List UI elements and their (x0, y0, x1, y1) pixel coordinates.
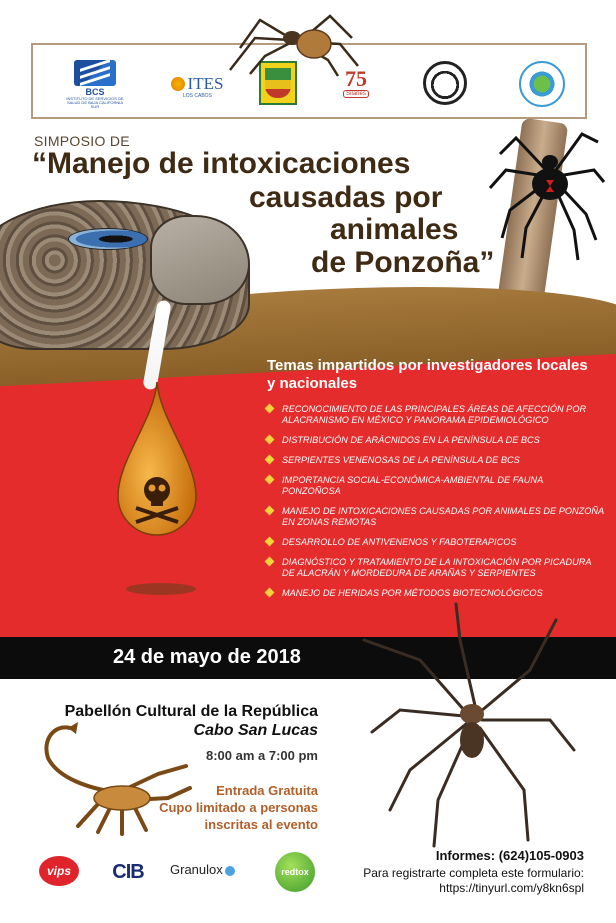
symposium-label: SIMPOSIO DE (34, 133, 130, 149)
diamond-bullet-icon (265, 404, 275, 414)
registration-text: Para registrarte completa este formulario: (363, 866, 584, 880)
topic-text: DIAGNÓSTICO Y TRATAMIENTO DE LA INTOXICACIÓN POR PICADURA DE ALACRÁN Y MORDEDURA DE ARAÑAS Y SERPIENTES (282, 557, 592, 578)
topic-item (264, 455, 604, 466)
topic-item (264, 506, 604, 528)
diamond-bullet-icon (265, 537, 275, 547)
topics-list (264, 404, 604, 608)
brown-spider-icon (220, 8, 360, 78)
snake-eye-icon (68, 228, 148, 250)
75-logo-subtext: Silanes (343, 90, 369, 98)
vips-logo: vips (39, 856, 79, 886)
title-line-4: de Ponzoña” (311, 246, 495, 279)
topic-text: RECONOCIMIENTO DE LAS PRINCIPALES ÁREAS DE AFECCIÓN POR ALACRANISMO EN MÉXICO Y PANORAMA EPIDEMIOLÓGICO (282, 404, 587, 425)
registration-link[interactable]: https://tinyurl.com/y8kn6spl (439, 881, 584, 895)
drop-shadow (126, 583, 196, 595)
title-line-3: animales (330, 213, 459, 246)
circle-logo-1 (423, 61, 467, 105)
topic-item (264, 435, 604, 446)
black-widow-icon (486, 118, 606, 268)
topic-text: IMPORTANCIA SOCIAL-ECONÓMICA-AMBIENTAL DE FAUNA PONZOÑOSA (282, 475, 543, 496)
venue-name: Pabellón Cultural de la República (64, 703, 318, 720)
bcs-logo-subtext: INSTITUTO DE SERVICIOS DE SALUD DE BAJA CALIFORNIA SUR (66, 95, 124, 109)
venom-drop-icon (116, 380, 198, 540)
venue-city: Cabo San Lucas (193, 722, 318, 739)
topic-text: MANEJO DE INTOXICACIONES CAUSADAS POR ANIMALES DE PONZOÑA EN ZONAS REMOTAS (282, 506, 604, 527)
event-date: 24 de mayo de 2018 (113, 646, 301, 668)
redtox-logo: redtox (275, 852, 315, 892)
diamond-bullet-icon (265, 475, 275, 485)
entry-line-1: Entrada Gratuita (216, 783, 318, 798)
topic-item (264, 537, 604, 548)
recluse-spider-icon (360, 600, 580, 850)
granulox-text: Granulox (170, 862, 223, 877)
snake-head (150, 215, 250, 305)
topic-text: SERPIENTES VENENOSAS DE LA PENÍNSULA DE BCS (282, 455, 520, 465)
title-line-1: “Manejo de intoxicaciones (32, 147, 411, 180)
topic-item (264, 557, 604, 579)
sun-icon (171, 77, 185, 91)
title-line-2: causadas por (249, 181, 443, 214)
topics-heading: Temas impartidos por investigadores locales y nacionales (267, 357, 588, 392)
diamond-bullet-icon (265, 557, 275, 567)
bcs-logo (65, 59, 125, 109)
topic-item (264, 588, 604, 599)
topic-text: MANEJO DE HERIDAS POR MÉTODOS BIOTECNOLÓGICOS (282, 588, 543, 598)
diamond-bullet-icon (265, 588, 275, 598)
granulox-logo (170, 862, 235, 877)
entry-line-2: Cupo limitado a personas (159, 800, 318, 815)
75-logo-number: 75 (345, 66, 367, 91)
diamond-bullet-icon (265, 435, 275, 445)
contact-phone: Informes: (624)105-0903 (435, 848, 584, 863)
diamond-bullet-icon (265, 455, 275, 465)
topic-item (264, 404, 604, 426)
registration-info (363, 866, 584, 896)
cib-logo: CIB (112, 860, 144, 883)
topic-text: DISTRIBUCIÓN DE ARÁCNIDOS EN LA PENÍNSULA DE BCS (282, 435, 540, 445)
diamond-bullet-icon (265, 506, 275, 516)
ites-logo-subtext: LOS CABOS (183, 93, 212, 99)
topic-item (264, 475, 604, 497)
entry-line-3: inscritas al evento (204, 817, 318, 832)
snowflake-icon (225, 866, 235, 876)
topic-text: DESARROLLO DE ANTIVENENOS Y FABOTERAPICOS (282, 537, 517, 547)
event-hours: 8:00 am a 7:00 pm (205, 748, 318, 763)
entry-info (159, 782, 318, 833)
circle-logo-2 (519, 61, 565, 107)
bcs-mark-icon (74, 60, 116, 86)
ites-logo-text: ITES (187, 74, 224, 93)
bcs-logo-text: BCS (85, 86, 105, 97)
